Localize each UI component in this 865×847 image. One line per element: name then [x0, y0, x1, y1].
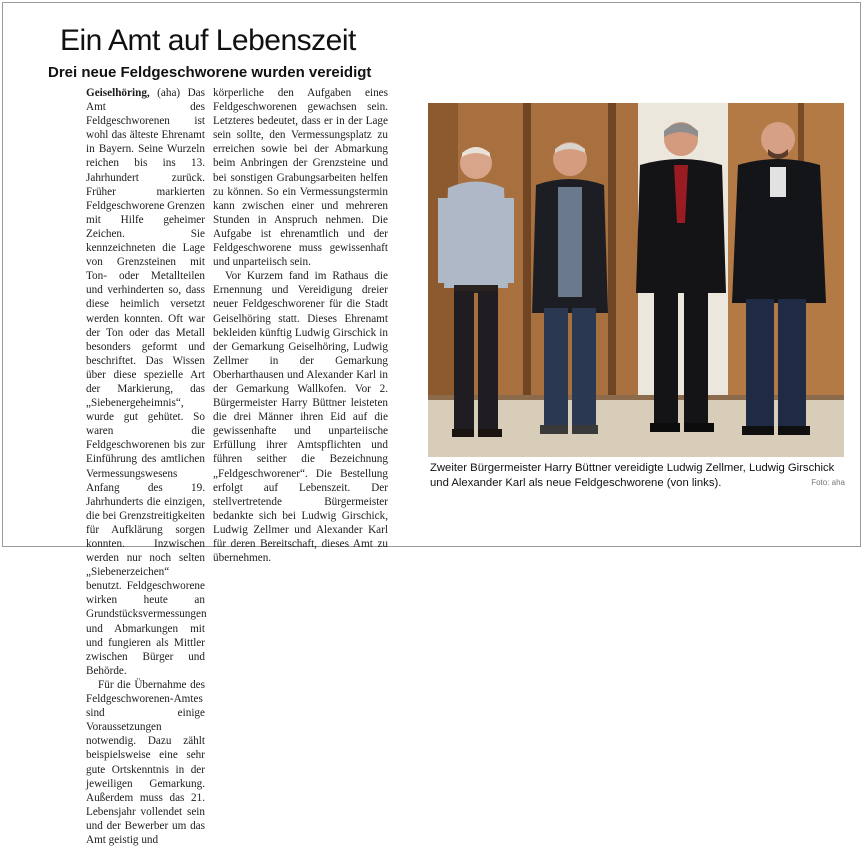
article-column-1	[86, 86, 205, 847]
group-photo	[428, 103, 844, 457]
paragraph-duties: körperliche den Aufgaben eines Feldgeschworenen gewachsen sein. Letzteres bedeutet, dass er in der Lage sein sollte, den Vermessungsplatz zu erreichen sowie bei der Abmarkung beim Anbringen der Grenzsteine und bei sonstigen Grabungsarbeiten helfen zu können. So ein Vermessungstermin kann zwischen einer und mehreren Stunden in Anspruch nehmen. Die Aufgabe ist ehrenamtlich und der Feldgeschworene muss gewissenhaft und unparteiisch sein.	[213, 87, 388, 269]
paragraph-intro	[86, 86, 205, 678]
photo-credit: Foto: aha	[811, 478, 845, 487]
dateline: Geiselhöring,	[86, 87, 150, 99]
article-subheadline: Drei neue Feldgeschworene wurden vereidigt	[48, 64, 372, 81]
photo-caption: Zweiter Bürgermeister Harry Büttner vereidigte Ludwig Zellmer, Ludwig Girschick und Alexander Karl als neue Feldgeschworene (von links).	[430, 462, 835, 489]
paragraph-requirements: Für die Übernahme des Feldgeschworenen-Amtes sind einige Voraussetzungen notwendig. Dazu zählt beispielsweise eine sehr gute Ortskenntnis in der jeweiligen Gemarkung. Außerdem muss das 21. Lebensjahr vollendet sein und der Bewerber um das Amt geistig und	[86, 678, 205, 846]
article-headline: Ein Amt auf Lebenszeit	[60, 24, 356, 57]
intro-text: (aha) Das Amt des Feldgeschworenen ist wohl das älteste Ehrenamt in Bayern. Seine Wurzeln reichen bis ins 13. Jahrhundert zurück. Früher markierten Feldgeschworene Grenzen mit Hilfe geheimer Zeichen. Sie kennzeichneten die Lage von Grenzsteinen mit Ton- oder Metallteilen und verhinderten so, dass diese heimlich versetzt werden konnten. Oft war der Ton oder das Metall besonders geformt und beschriftet. Das Wissen über diese spezielle Art der Markierung, das „Siebenergeheimnis“, wurde gut gehütet. So waren die Feldgeschworenen bis zur Einführung des amtlichen Vermessungswesens Anfang des 19. Jahrhunderts die einzigen, die bei Grenzstreitigkeiten für Aufklärung sorgen konnten. Inzwischen werden nur noch selten „Siebenerzeichen“ benutzt. Feldgeschworene wirken heute an Grundstücksvermessungen und Abmarkungen mit und fungieren als Mittler zwischen Bürger und Behörde.	[86, 87, 207, 677]
article-column-2	[213, 86, 388, 565]
paragraph-ceremony: Vor Kurzem fand im Rathaus die Ernennung und Vereidigung dreier neuer Feldgeschworener für die Stadt Geiselhöring statt. Dieses Ehrenamt bekleiden künftig Ludwig Girschick in der Gemarkung Geiselhöring, Ludwig Zellmer in der Gemarkung Oberharthausen und Alexander Karl in der Gemarkung Wallkofen. Vor 2. Bürgermeister Harry Büttner leisteten die drei Männer ihren Eid auf die gewissenhafte und unparteiische Erfüllung ihrer Amtspflichten und führen seither die Bezeichnung „Feldgeschworener“. Die Bestellung erfolgt auf Lebenszeit. Der stellvertretende Bürgermeister bedankte sich bei Ludwig Girschick, Ludwig Zellmer und Alexander Karl für deren Bereitschaft, dieses Amt zu übernehmen.	[213, 270, 388, 565]
